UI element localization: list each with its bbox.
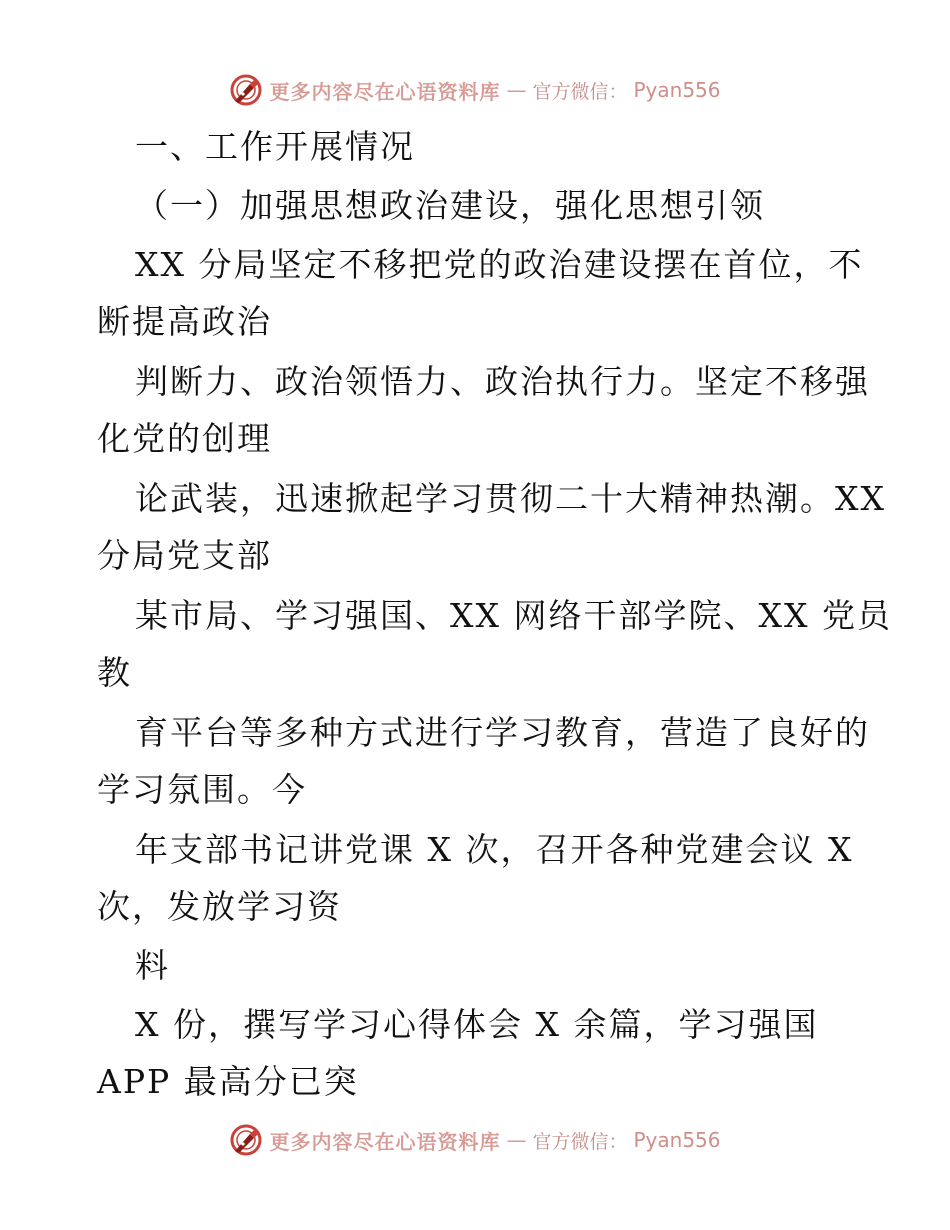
paragraph-line: 教 bbox=[97, 653, 132, 692]
pen-nib-logo-icon bbox=[229, 73, 263, 107]
paragraph-line: 判断力、政治领悟力、政治执行力。坚定不移强 bbox=[135, 362, 870, 401]
paragraph-line: APP 最高分已突 bbox=[97, 1062, 359, 1101]
header-banner-dash: — bbox=[506, 78, 527, 102]
paragraph-line: 育平台等多种方式进行学习教育，营造了良好的 bbox=[135, 713, 870, 752]
pen-nib-logo-icon bbox=[229, 1123, 263, 1157]
footer-banner bbox=[0, 1120, 950, 1160]
paragraph-line: 学习氛围。今 bbox=[97, 770, 307, 809]
paragraph-line: 次，发放学习资 bbox=[97, 887, 342, 926]
paragraph-line: 化党的创理 bbox=[97, 419, 272, 458]
paragraph-line: X 份，撰写学习心得体会 X 余篇，学习强国 bbox=[135, 1005, 819, 1044]
header-banner-text: 更多内容尽在心语资料库 bbox=[269, 79, 501, 104]
header-banner-content bbox=[229, 73, 720, 107]
paragraph-line: 断提高政治 bbox=[97, 302, 272, 341]
paragraph-line: 分局党支部 bbox=[97, 536, 272, 575]
paragraph-line: 论武装，迅速掀起学习贯彻二十大精神热潮。XX bbox=[135, 479, 886, 518]
paragraph-line: 年支部书记讲党课 X 次，召开各种党建会议 X bbox=[135, 830, 854, 869]
footer-banner-wechat-id: Pyan556 bbox=[633, 1128, 721, 1152]
footer-banner-label: 官方微信： bbox=[532, 1130, 628, 1153]
footer-banner-content bbox=[229, 1123, 720, 1157]
footer-banner-text: 更多内容尽在心语资料库 bbox=[269, 1129, 501, 1154]
header-banner-wechat-id: Pyan556 bbox=[633, 78, 721, 102]
paragraph-line: 某市局、学习强国、XX 网络干部学院、XX 党员 bbox=[135, 596, 892, 635]
subsection-heading: （一）加强思想政治建设，强化思想引领 bbox=[135, 186, 765, 225]
paragraph-line: XX 分局坚定不移把党的政治建设摆在首位，不 bbox=[135, 245, 864, 284]
section-heading: 一、工作开展情况 bbox=[135, 127, 415, 166]
paragraph-line: 料 bbox=[135, 946, 170, 985]
header-banner bbox=[0, 70, 950, 110]
header-banner-label: 官方微信： bbox=[532, 80, 628, 103]
footer-banner-dash: — bbox=[506, 1128, 527, 1152]
